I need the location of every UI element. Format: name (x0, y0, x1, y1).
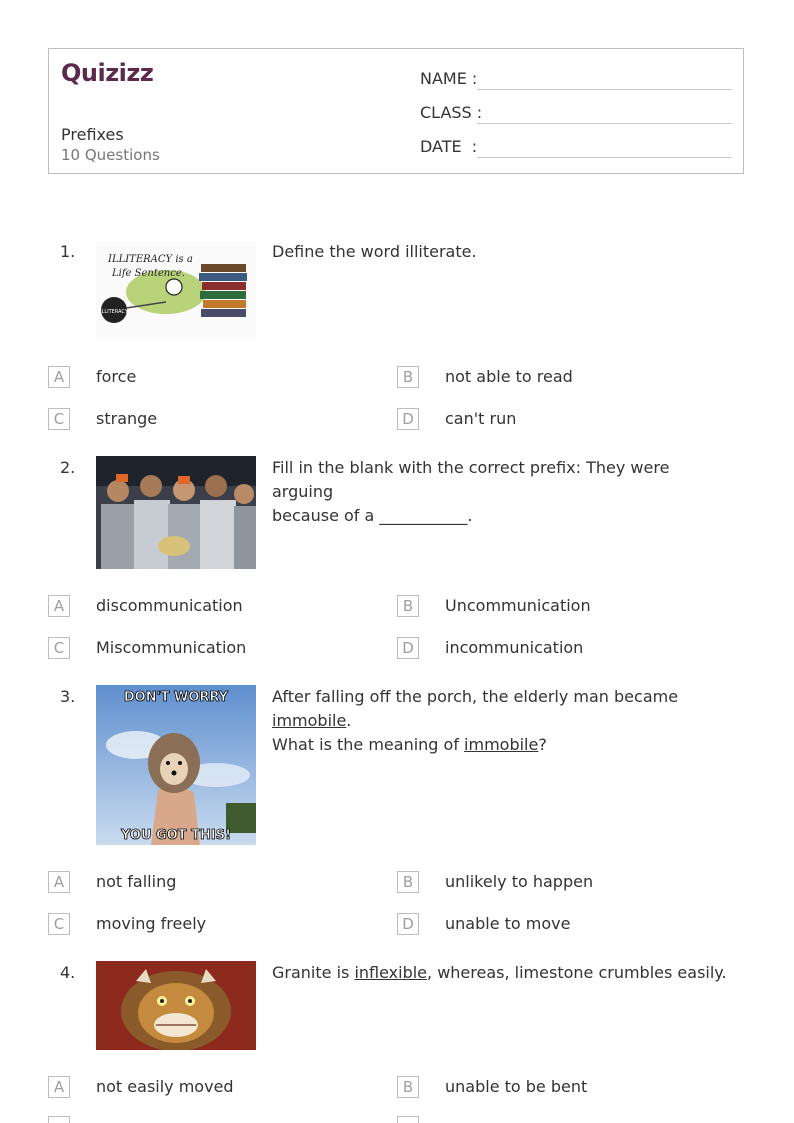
option-letter[interactable]: D (397, 637, 419, 659)
worksheet-header (48, 48, 744, 174)
option-letter[interactable]: B (397, 871, 419, 893)
option-letter[interactable]: B (397, 1076, 419, 1098)
question-text (272, 961, 732, 985)
option-letter[interactable]: A (48, 366, 70, 388)
option-text: not easily moved (96, 1077, 234, 1096)
underlined-word: immobile (464, 735, 539, 754)
option-letter-partial[interactable] (48, 1116, 70, 1123)
option-text: moving freely (96, 914, 207, 933)
option-text: Uncommunication (445, 596, 591, 615)
question-number: 1. (60, 242, 76, 261)
underlined-word: inflexible (354, 963, 428, 982)
class-line[interactable] (477, 123, 732, 124)
question-image (96, 685, 256, 845)
option-text: can't run (445, 409, 517, 428)
question-count: 10 Questions (61, 146, 160, 164)
beast-cartoon-image (96, 961, 256, 1050)
name-label: NAME : (420, 69, 478, 88)
question-text-segment: . (346, 711, 352, 730)
question-text-segment: After falling off the porch, the elderly man became (272, 687, 679, 706)
option-letter-partial[interactable] (397, 1116, 419, 1123)
option-letter[interactable]: C (48, 637, 70, 659)
question-text-segment: , whereas, limestone crumbles easily. (427, 963, 727, 982)
date-field (420, 137, 477, 156)
cartoon-caption-2: Life Sentence. (112, 268, 185, 279)
cartoon-caption-1: ILLITERACY is a (108, 254, 193, 265)
team-photo-image (96, 456, 256, 569)
option-text: not falling (96, 872, 177, 891)
class-label: CLASS : (420, 103, 483, 122)
option-letter[interactable]: B (397, 595, 419, 617)
option-letter[interactable]: B (397, 366, 419, 388)
date-label: DATE : (420, 137, 478, 156)
class-field (420, 103, 482, 122)
option-text: incommunication (445, 638, 584, 657)
question-image (96, 961, 256, 1050)
date-line[interactable] (477, 157, 732, 158)
question-text-line-1: Fill in the blank with the correct prefix: They were arguing (272, 458, 670, 501)
name-field (420, 69, 477, 88)
underlined-word: immobile (272, 711, 347, 730)
option-text: not able to read (445, 367, 573, 386)
option-text: force (96, 367, 137, 386)
ball-caption: ILLITERACY (100, 309, 128, 315)
question-text: Define the word illiterate. (272, 242, 477, 261)
question-number: 2. (60, 458, 76, 477)
option-letter[interactable]: D (397, 913, 419, 935)
option-letter[interactable]: A (48, 1076, 70, 1098)
question-text (272, 456, 732, 528)
quizizz-logo: Quizizz (61, 59, 154, 87)
option-text: Miscommunication (96, 638, 247, 657)
option-text: unable to be bent (445, 1077, 588, 1096)
question-image (96, 242, 256, 340)
name-line[interactable] (477, 89, 732, 90)
hedgehog-meme-image (96, 685, 256, 845)
option-text: unlikely to happen (445, 872, 594, 891)
question-text-segment: What is the meaning of (272, 735, 465, 754)
question-text-segment: ? (538, 735, 547, 754)
question-image (96, 456, 256, 569)
question-number: 4. (60, 963, 76, 982)
option-letter[interactable]: D (397, 408, 419, 430)
option-text: unable to move (445, 914, 571, 933)
option-text: strange (96, 409, 158, 428)
meme-bottom-text: YOU GOT THIS! (120, 828, 232, 843)
question-text-line-2: because of a ___________. (272, 506, 473, 525)
meme-top-text: DON'T WORRY (123, 690, 229, 705)
option-letter[interactable]: C (48, 913, 70, 935)
question-text (272, 685, 732, 757)
option-text: discommunication (96, 596, 243, 615)
worksheet-title: Prefixes (61, 125, 124, 144)
option-letter[interactable]: A (48, 871, 70, 893)
illiteracy-cartoon-image (96, 242, 256, 340)
question-number: 3. (60, 687, 76, 706)
option-letter[interactable]: C (48, 408, 70, 430)
option-letter[interactable]: A (48, 595, 70, 617)
question-text-segment: Granite is (272, 963, 355, 982)
